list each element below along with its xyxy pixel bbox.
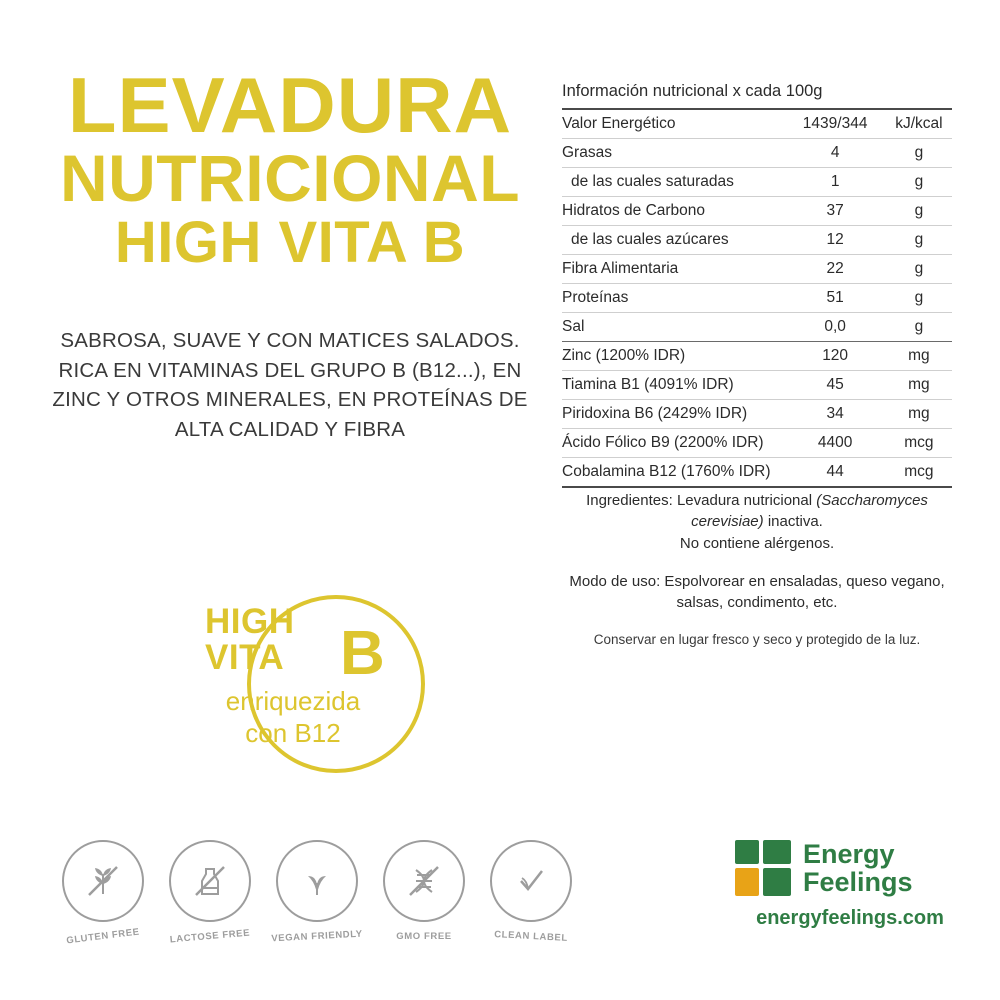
row-value: 120 [784,342,887,371]
brand-url[interactable]: energyfeelings.com [756,906,944,929]
badge-letter-b: B [340,619,385,688]
product-description: SABROSA, SUAVE Y CON MATICES SALADOS. RICA EN VITAMINAS DEL GRUPO B (B12...), EN ZINC Y OTROS MINERALES, EN PROTEÍNAS DE ALTA CALIDAD Y FIBRA [52,328,528,441]
nutrition-table [562,110,952,488]
row-unit: g [888,197,952,226]
usage-paragraph [562,571,952,614]
milk-bottle-crossed-icon [169,840,251,922]
badge-high-text: HIGH [205,602,295,641]
row-value: 37 [784,197,887,226]
badge-vita-text: VITA [205,638,285,677]
cert-label: LACTOSE FREE [169,927,251,946]
leaf-icon [276,840,358,922]
row-unit: g [888,139,952,168]
row-name: Ácido Fólico B9 (2200% IDR) [562,429,784,458]
ingredients-label: Ingredientes: [586,492,673,509]
row-name: Grasas [562,139,784,168]
row-unit: g [888,313,952,342]
row-value: 22 [784,255,887,284]
high-vita-b-badge [175,580,425,790]
wheat-crossed-icon [62,840,144,922]
row-name: Proteínas [562,284,784,313]
badge-enriched-line2: con B12 [245,718,341,748]
cert-vegan-friendly [271,840,363,945]
energy-feelings-logo-icon [735,840,791,896]
table-row [562,313,952,342]
allergens-text: No contiene alérgenos. [679,534,835,552]
title-line-3: HIGH VITA B [114,210,466,276]
row-unit: mg [888,342,952,371]
row-name: Fibra Alimentaria [562,255,784,284]
row-unit: kJ/kcal [888,110,952,139]
row-name: Hidratos de Carbono [562,197,784,226]
cert-label: VEGAN FRIENDLY [271,928,363,945]
left-column [40,61,540,445]
ingredients-text2: inactiva. [763,513,823,531]
row-name: Valor Energético [562,110,784,139]
product-title [40,61,540,276]
table-row [562,400,952,429]
row-unit: g [888,255,952,284]
table-row [562,458,952,488]
row-unit: mg [888,371,952,400]
usage-label: Modo de uso: [569,572,661,590]
cert-label: GLUTEN FREE [65,926,141,947]
row-value: 0,0 [784,313,887,342]
brand-row [735,840,965,897]
nutrition-panel [562,82,952,488]
row-unit: g [888,284,952,313]
brand-block [735,840,965,930]
row-unit: mcg [888,458,952,488]
row-unit: mg [888,400,952,429]
cert-label: CLEAN LABEL [493,929,569,944]
usage-text: Espolvorear en ensaladas, queso vegano, salsas, condimento, etc. [660,572,945,612]
dna-crossed-icon [383,840,465,922]
table-row [562,255,952,284]
row-value: 45 [784,371,887,400]
badge-enriched-line1: enriquezida [225,686,361,716]
cert-label: GMO FREE [396,931,452,942]
table-row [562,429,952,458]
row-unit: mcg [888,429,952,458]
ingredients-paragraph [562,490,952,554]
row-name: Zinc (1200% IDR) [562,342,784,371]
row-value: 34 [784,400,887,429]
row-value: 44 [784,458,887,488]
row-value: 12 [784,226,887,255]
cert-lactose-free [169,840,251,946]
row-value: 1439/344 [784,110,887,139]
ingredients-species: (Saccharomyces cerevisiae) [691,492,928,531]
row-name: de las cuales azúcares [562,226,784,255]
cert-gmo-free [383,840,465,940]
table-row [562,284,952,313]
storage-text: Conservar en lugar fresco y seco y protegido de la luz. [593,632,921,648]
row-name: Sal [562,313,784,342]
table-row [562,110,952,139]
brand-name [803,840,913,897]
brand-name-line1: Energy [803,839,895,869]
row-name: de las cuales saturadas [562,168,784,197]
certification-icons [62,840,572,947]
cert-clean-label [490,840,572,944]
table-row [562,342,952,371]
row-name: Tiamina B1 (4091% IDR) [562,371,784,400]
table-row [562,168,952,197]
table-row [562,197,952,226]
row-value: 4 [784,139,887,168]
nutrition-heading: Información nutricional x cada 100g [562,82,952,110]
row-name: Cobalamina B12 (1760% IDR) [562,458,784,488]
row-value: 1 [784,168,887,197]
brand-name-line2: Feelings [803,867,913,898]
title-line-1: LEVADURA [67,61,513,149]
row-unit: g [888,226,952,255]
title-line-2: NUTRICIONAL [59,140,521,215]
ingredients-text: Levadura nutricional [672,492,813,509]
row-value: 4400 [784,429,887,458]
row-name: Piridoxina B6 (2429% IDR) [562,400,784,429]
row-unit: g [888,168,952,197]
table-row [562,226,952,255]
info-panel [562,490,952,667]
table-row [562,371,952,400]
cert-gluten-free [62,840,144,947]
check-leaf-icon [490,840,572,922]
row-value: 51 [784,284,887,313]
table-row [562,139,952,168]
